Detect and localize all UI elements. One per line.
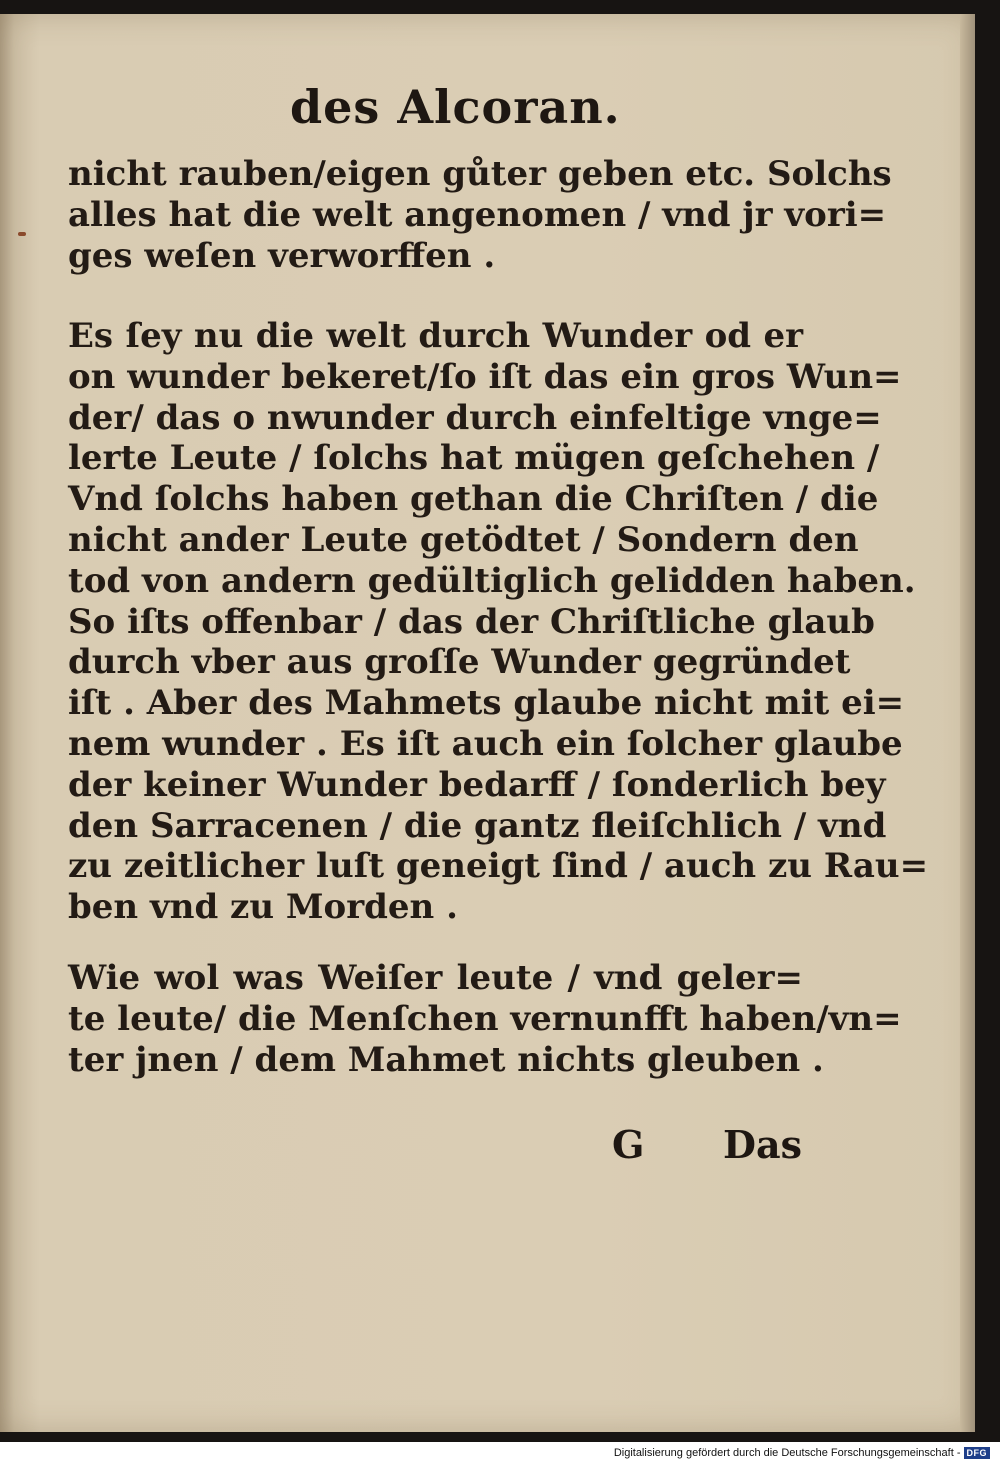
text-line: nicht ander Leute getödtet / Sondern den — [68, 519, 859, 560]
text-line: Vnd ſolchs haben gethan die Chriſten / die — [68, 479, 879, 520]
text-line: zu zeitlicher luſt geneigt ſind / auch zu Rau= — [68, 846, 929, 887]
text-line: te leute/ die Menſchen vernunfft haben/vn= — [68, 998, 902, 1039]
catchword: Das — [723, 1122, 802, 1167]
paragraph-1 — [68, 154, 892, 276]
margin-ink-mark — [18, 232, 26, 236]
text-line: So iſts offenbar / das der Chriſtliche glaub — [68, 601, 875, 642]
text-line: Es ſey nu die welt durch Wunder od er — [68, 316, 803, 356]
text-line: den Sarracenen / die gantz fleiſchlich / vnd — [68, 805, 887, 846]
digitization-credit — [614, 1447, 990, 1459]
text-line: tod von andern gedültiglich gelidden haben. — [68, 560, 916, 601]
text-line: Wie wol was Weiſer leute / vnd geler= — [68, 958, 803, 998]
paragraph-2 — [68, 316, 929, 928]
text-line: der/ das o nwunder durch einfeltige vnge= — [68, 397, 882, 438]
text-line: durch vber aus groſſe Wunder gegründet — [68, 642, 851, 683]
text-line: ges weſen verworffen . — [68, 235, 496, 276]
text-line: ter jnen / dem Mahmet nichts gleuben . — [68, 1039, 824, 1080]
text-line: on wunder bekeret/ſo iſt das ein gros Wun= — [68, 356, 902, 397]
credit-text: Digitalisierung gefördert durch die Deutsche Forschungsgemeinschaft - — [613, 1447, 961, 1459]
signature-mark: G — [612, 1122, 645, 1167]
page-edge — [960, 14, 975, 1432]
text-line: der keiner Wunder bedarff / ſonderlich bey — [68, 764, 886, 805]
text-line: ben vnd zu Morden . — [68, 887, 458, 928]
text-line: nem wunder . Es iſt auch ein ſolcher glaube — [68, 723, 903, 764]
paragraph-3 — [68, 958, 902, 1080]
text-line: alles hat die welt angenomen / vnd jr vori= — [68, 194, 887, 235]
text-line: iſt . Aber des Mahmets glaube nicht mit ei= — [68, 683, 905, 724]
text-line: nicht rauben/eigen gůter geben etc. Solchs — [68, 154, 892, 194]
running-head: des Alcoran. — [290, 80, 621, 134]
dfg-logo-icon: DFG — [964, 1447, 991, 1459]
text-line: lerte Leute / ſolchs hat mügen geſchehen / — [68, 438, 880, 479]
catchline — [612, 1122, 802, 1167]
